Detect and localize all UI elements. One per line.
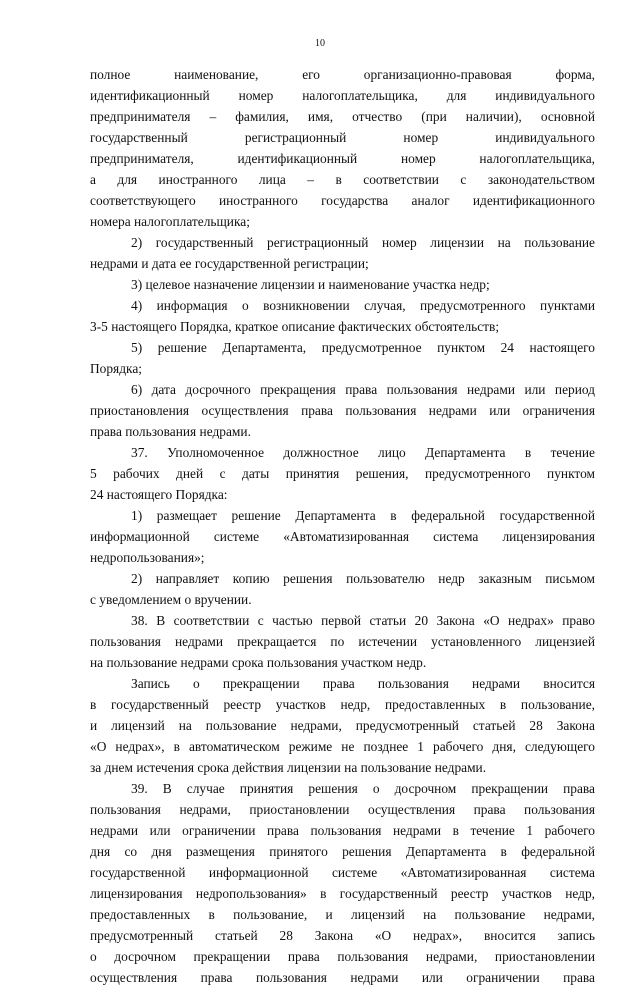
text-line: пользования недрами прекращается по истечении установленного лицензией (90, 634, 595, 649)
text-line: 1) размещает решение Департамента в федеральной государственной (131, 508, 595, 523)
text-line: и лицензий на пользование недрами, предусмотренный статьей 28 Закона (90, 718, 595, 733)
text-line: 2) направляет копию решения пользователю недр заказным письмом (131, 571, 595, 586)
text-line: 38. В соответствии с частью первой статьи 20 Закона «О недрах» право (131, 613, 595, 628)
text-line: с уведомлением о вручении. (90, 592, 252, 607)
text-line: за днем истечения срока действия лицензии на пользование недрами. (90, 760, 487, 775)
text-line: пользования недрами, приостановлении осуществления права пользования (90, 802, 595, 817)
text-line: предпринимателя – фамилия, имя, отчество (при наличии), основной (90, 109, 595, 124)
text-line: информационной системе «Автоматизированная система лицензирования (90, 529, 595, 544)
text-line: недропользования»; (90, 550, 205, 565)
text-line: предоставленных в пользование, и лицензий на пользование недрами, (90, 907, 595, 922)
text-line: недрами или ограничении права пользования недрами в течение 1 рабочего (90, 823, 595, 838)
text-line: о досрочном прекращении права пользования недрами, приостановлении (90, 949, 595, 964)
text-line: предусмотренный статьей 28 Закона «О недрах», вносится запись (90, 928, 595, 943)
text-line: 3) целевое назначение лицензии и наименование участка недр; (131, 277, 490, 292)
text-line: Запись о прекращении права пользования недрами вносится (131, 676, 595, 691)
text-line: приостановления осуществления права пользования недрами или ограничения (90, 403, 595, 418)
text-line: осуществления права пользования недрами или ограничении права (90, 970, 595, 985)
text-line: государственной информационной системе «Автоматизированная система (90, 865, 595, 880)
text-line: 24 настоящего Порядка: (90, 487, 228, 502)
text-line: «О недрах», в автоматическом режиме не позднее 1 рабочего дня, следующего (90, 739, 595, 754)
text-line: идентификационный номер налогоплательщика, для индивидуального (90, 88, 595, 103)
text-line: государственный регистрационный номер индивидуального (90, 130, 595, 145)
text-line: 37. Уполномоченное должностное лицо Департамента в течение (131, 445, 595, 460)
text-line: 39. В случае принятия решения о досрочном прекращении права (131, 781, 595, 796)
text-line: полное наименование, его организационно-правовая форма, (90, 67, 595, 82)
text-line: 5) решение Департамента, предусмотренное пунктом 24 настоящего (131, 340, 595, 355)
text-line: на пользование недрами срока пользования участком недр. (90, 655, 427, 670)
document-body (90, 64, 595, 988)
page-number: 10 (315, 38, 325, 49)
text-line: а для иностранного лица – в соответствии с законодательством (90, 172, 595, 187)
text-line: лицензирования недропользования» в государственный реестр участков недр, (90, 886, 595, 901)
text-line: 2) государственный регистрационный номер лицензии на пользование (131, 235, 595, 250)
text-line: предпринимателя, идентификационный номер налогоплательщика, (90, 151, 595, 166)
text-line: недрами и дата ее государственной регистрации; (90, 256, 369, 271)
text-line: соответствующего иностранного государства аналог идентификационного (90, 193, 595, 208)
text-line: 3-5 настоящего Порядка, краткое описание фактических обстоятельств; (90, 319, 500, 334)
text-line: дня со дня размещения принятого решения Департамента в федеральной (90, 844, 595, 859)
text-line: 4) информация о возникновении случая, предусмотренного пунктами (131, 298, 595, 313)
text-line: права пользования недрами. (90, 424, 251, 439)
text-line: Порядка; (90, 361, 142, 376)
text-line: номера налогоплательщика; (90, 214, 250, 229)
text-line: в государственный реестр участков недр, предоставленных в пользование, (90, 697, 595, 712)
text-line: 6) дата досрочного прекращения права пользования недрами или период (131, 382, 595, 397)
text-line: 5 рабочих дней с даты принятия решения, предусмотренного пунктом (90, 466, 595, 481)
